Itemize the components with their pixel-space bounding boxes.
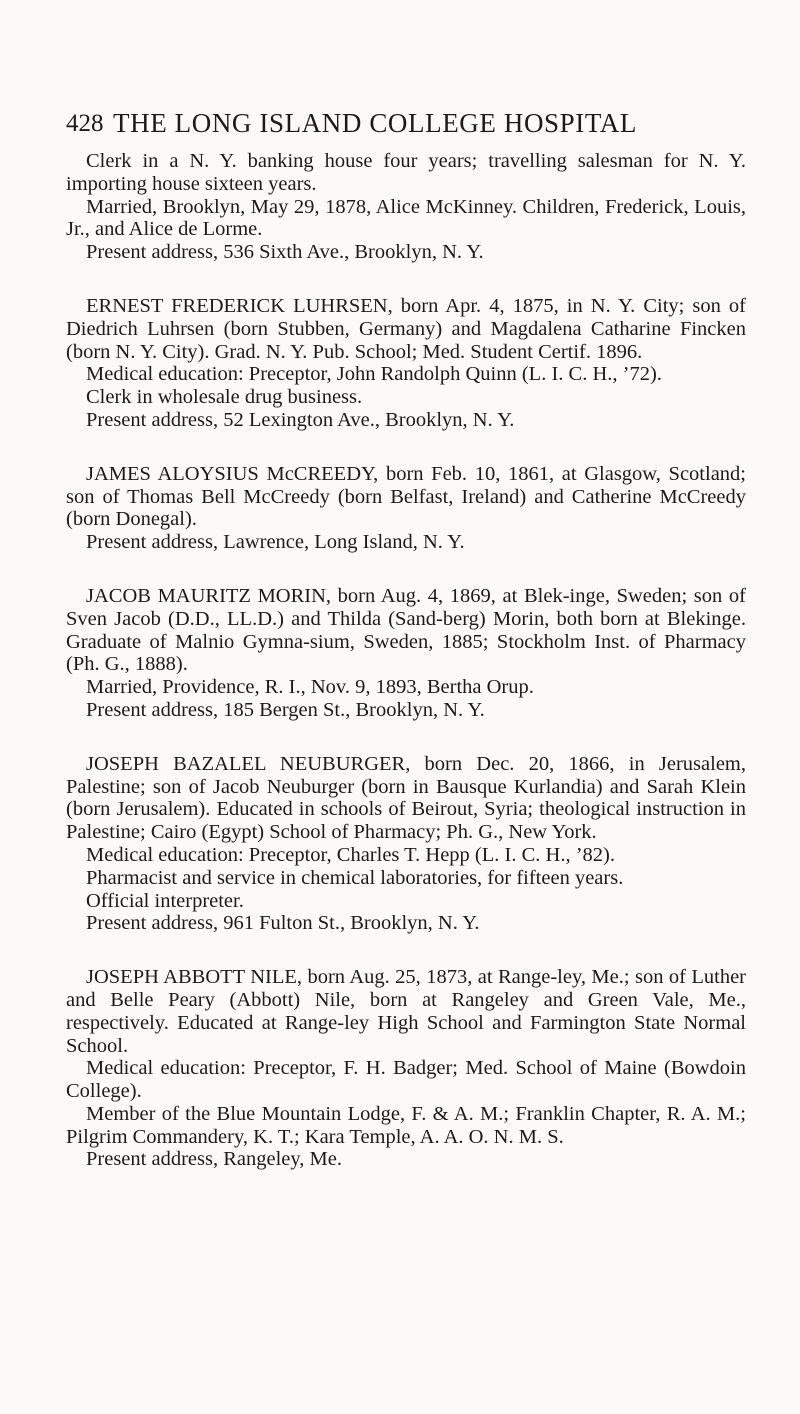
paragraph: Medical education: Preceptor, F. H. Badger; Med. School of Maine (Bowdoin College). [66,1057,746,1103]
paragraph: Pharmacist and service in chemical laboratories, for fifteen years. [86,866,624,889]
paragraph: JAMES ALOYSIUS McCREEDY, born Feb. 10, 1861, at Glasgow, Scotland; son of Thomas Bell McCreedy (born Belfast, Ireland) and Catherine McCreedy (born Donegal). [66,462,746,531]
paragraph: Married, Brooklyn, May 29, 1878, Alice McKinney. Children, Frederick, Louis, Jr., and Alice de Lorme. [66,195,746,241]
paragraph: Medical education: Preceptor, John Randolph Quinn (L. I. C. H., ’72). [86,363,662,386]
paragraph: Official interpreter. [86,889,244,912]
paragraph: Married, Providence, R. I., Nov. 9, 1893, Bertha Orup. [86,676,534,699]
paragraph: Clerk in a N. Y. banking house four years; travelling salesman for N. Y. importing house sixteen years. [66,150,746,195]
entry-neuburger [66,753,746,935]
paragraph: Member of the Blue Mountain Lodge, F. & A. M.; Franklin Chapter, R. A. M.; Pilgrim Commandery, K. T.; Kara Temple, A. A. O. N. M. S. [66,1102,746,1148]
paragraph: Clerk in wholesale drug business. [86,386,363,409]
paragraph: JOSEPH ABBOTT NILE, born Aug. 25, 1873, at Range-ley, Me.; son of Luther and Belle Peary (Abbott) Nile, born at Rangeley and Green Vale, Me., respectively. Educated at Range-ley High School and Farmington State Normal School. [66,966,746,1057]
paragraph: Present address, 185 Bergen St., Brooklyn, N. Y. [86,698,485,721]
entry-nile [66,966,746,1171]
paragraph: Present address, 961 Fulton St., Brooklyn, N. Y. [86,912,480,935]
running-title: THE LONG ISLAND COLLEGE HOSPITAL [113,108,637,138]
paragraph: Present address, Lawrence, Long Island, N. Y. [86,531,465,554]
entry-morin [66,585,746,722]
paragraph: JOSEPH BAZALEL NEUBURGER, born Dec. 20, 1866, in Jerusalem, Palestine; son of Jacob Neuburger (born in Bausque Kurlandia) and Sarah Klein (born Jerusalem). Educated in schools of Beirout, Syria; theological instruction in Palestine; Cairo (Egypt) School of Pharmacy; Ph. G., New York. [66,752,746,844]
entry-mccreedy [66,463,746,554]
paragraph: Present address, 52 Lexington Ave., Brooklyn, N. Y. [86,408,515,431]
entry-luhrsen [66,295,746,432]
paragraph: Medical education: Preceptor, Charles T. Hepp (L. I. C. H., ’82). [86,843,615,866]
paragraph: JACOB MAURITZ MORIN, born Aug. 4, 1869, at Blek-inge, Sweden; son of Sven Jacob (D.D., LL.D.) and Thilda (Sand-berg) Morin, both born at Blekinge. Graduate of Malnio Gymna-sium, Sweden, 1885; Stockholm Inst. of Pharmacy (Ph. G., 1888). [66,584,746,676]
paragraph: ERNEST FREDERICK LUHRSEN, born Apr. 4, 1875, in N. Y. City; son of Diedrich Luhrsen (born Stubben, Germany) and Magdalena Catharine Fincken (born N. Y. City). Grad. N. Y. Pub. School; Med. Student Certif. 1896. [66,294,746,363]
entry-continuation [66,150,746,264]
paragraph: Present address, Rangeley, Me. [86,1148,342,1171]
text-body [66,150,746,1202]
page-number: 428 [66,110,104,137]
paragraph: Present address, 536 Sixth Ave., Brooklyn, N. Y. [86,241,484,264]
page-header [66,108,746,142]
